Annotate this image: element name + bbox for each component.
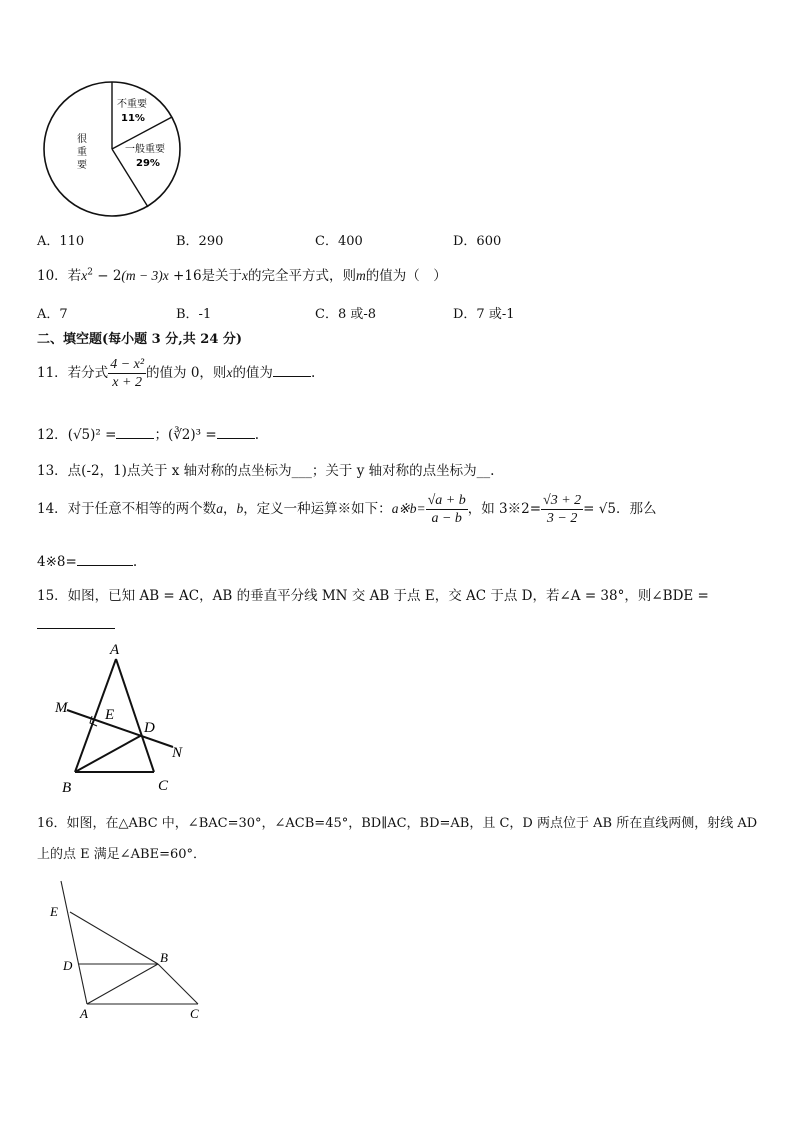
q14-answer-blank[interactable]: [77, 553, 133, 566]
q11-pre: 11．若分式: [37, 365, 109, 381]
pie-label-very-3: 要: [77, 160, 87, 171]
q16-label-c: C: [190, 1006, 199, 1021]
pie-chart: [36, 80, 186, 220]
q11-post2: 的值为: [232, 365, 273, 381]
q14-a: a: [216, 501, 223, 516]
q10-expr-b: − 2: [92, 268, 122, 284]
q10-num: 10．若: [37, 268, 82, 284]
q15-question: 15．如图，已知 AB = AC，AB 的垂直平分线 MN 交 AB 于点 E，交 AC 于点 D，若∠A = 38°，则∠BDE =: [37, 588, 709, 604]
q16-edge-eb: [70, 912, 158, 964]
q14-def: a※b=: [391, 501, 426, 516]
pie-label-not: 不重要: [117, 99, 147, 110]
q11-end: .: [310, 365, 316, 381]
q12-end: .: [254, 427, 259, 443]
q15-label-n: N: [172, 745, 183, 761]
q15-figure: [46, 640, 206, 800]
q11-question: [37, 356, 315, 391]
q14-mid2: ，如 3※2=: [467, 501, 542, 517]
q10-expr-d: x: [162, 268, 169, 283]
q14-comma: ，: [222, 501, 237, 517]
q10-var2: m: [356, 268, 366, 283]
q14-tail: ．那么: [615, 501, 657, 517]
q12-question: [37, 423, 259, 443]
q15-label-d: D: [144, 720, 155, 736]
q12-a: (√5)² =: [67, 427, 117, 443]
q10-option-d: D．7 或-1: [453, 307, 515, 322]
q16-edge-ab: [87, 964, 158, 1004]
q14-fraction-def: [426, 492, 468, 527]
q15-label-e: E: [105, 707, 115, 723]
q12-sep: ；: [154, 427, 168, 443]
q16-line2: 上的点 E 满足∠ABE=60°．: [37, 847, 207, 862]
q16-label-d: D: [63, 958, 73, 973]
pie-label-very-2: 重: [77, 147, 87, 158]
q9-option-a: A．110: [37, 234, 85, 249]
pie-label-very-1: 很: [77, 134, 87, 145]
q10-mid: 是关于: [201, 268, 243, 284]
q13-question: 13．点(-2，1)点关于 x 轴对称的点坐标为___；关于 y 轴对称的点坐标为__.: [37, 463, 495, 479]
section-heading: 二、填空题(每小题 3 分,共 24 分): [37, 332, 243, 347]
q10-question: [37, 264, 447, 284]
q10-expr-x: x: [81, 268, 88, 283]
q14-num1: √a + b: [427, 493, 466, 508]
q10-expr-e: +16: [168, 268, 202, 284]
q10-option-b: B．-1: [176, 307, 212, 322]
q11-post: 的值为 0，则: [146, 365, 227, 381]
q11-var: x: [226, 365, 233, 380]
q14-mid: ，定义一种运算※如下：: [243, 501, 392, 517]
q14-line2: [37, 553, 137, 570]
q14-fraction-example: [541, 492, 583, 527]
q14-res: = √5: [583, 501, 616, 517]
pie-label-general: 一般重要: [125, 144, 165, 155]
q14-den1: a − b: [431, 511, 462, 526]
q15-line-mn: [67, 710, 173, 747]
q10-mid2: 的完全平方式，则: [248, 268, 357, 284]
pie-pct-general: 29%: [136, 158, 160, 169]
q15-edge-ac: [116, 659, 154, 772]
q10-option-c: C．8 或-8: [315, 307, 377, 322]
q12-b: (∛2)³ =: [167, 427, 217, 443]
q12-num: 12．: [37, 427, 68, 443]
q14-pre: 14．对于任意不相等的两个数: [37, 501, 217, 517]
q15-label-c: C: [158, 778, 169, 794]
q15-label-b: B: [62, 780, 72, 796]
q10-expr-sup: 2: [87, 267, 93, 278]
q14-question: [37, 492, 656, 527]
q12-blank-b[interactable]: [217, 426, 255, 439]
q16-line1: 16．如图，在△ABC 中，∠BAC=30°，∠ACB=45°，BD∥AC，BD=AB，且 C，D 两点位于 AB 所在直线两侧，射线 AD: [37, 816, 758, 831]
q11-denominator: x + 2: [112, 375, 142, 390]
q16-label-e: E: [50, 904, 58, 919]
q10-tail: 的值为（ ）: [365, 268, 447, 284]
q9-option-d: D．600: [453, 234, 502, 249]
q14-line2-text: 4※8=: [37, 554, 77, 570]
q11-numerator: 4 − x²: [110, 357, 145, 372]
q15-edge-bd: [75, 735, 142, 772]
q10-option-a: A．7: [37, 307, 68, 322]
pie-pct-not: 11%: [121, 113, 145, 124]
q12-blank-a[interactable]: [116, 426, 154, 439]
q10-expr-c: (m − 3): [121, 268, 163, 283]
q16-ray-ad: [61, 881, 87, 1004]
q16-figure: [40, 876, 220, 1026]
q15-answer-blank[interactable]: [37, 628, 115, 629]
q11-answer-blank[interactable]: [273, 364, 311, 377]
q16-label-b: B: [160, 950, 168, 965]
q14-b: b: [236, 501, 244, 516]
q9-option-b: B．290: [176, 234, 224, 249]
q15-label-m: M: [55, 700, 68, 716]
q9-option-c: C．400: [315, 234, 363, 249]
q16-edge-bc: [158, 964, 198, 1004]
q16-label-a: A: [80, 1006, 88, 1021]
q15-label-a: A: [110, 642, 120, 658]
q10-var: x: [242, 268, 249, 283]
q14-end: .: [132, 554, 138, 570]
q11-fraction: [108, 356, 146, 391]
q14-num2: √3 + 2: [543, 493, 582, 508]
q14-den2: 3 − 2: [546, 511, 578, 526]
